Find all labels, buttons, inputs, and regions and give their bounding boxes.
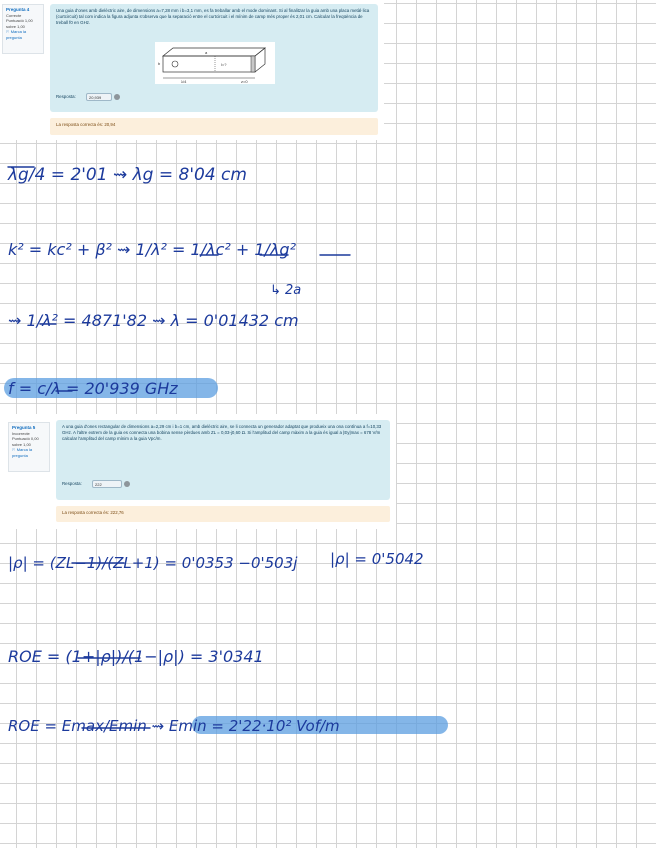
flag-label: Marca la pregunta bbox=[6, 29, 27, 40]
question-grade: Puntuació 1,00 sobre 1,00 bbox=[6, 18, 33, 29]
response-label: Resposta: bbox=[62, 481, 82, 486]
hw-line-7: ROE = Emax/Emin ⇝ Emin = 2'22·10² Vof/m bbox=[8, 717, 340, 735]
correct-answer-feedback: La resposta correcta és: 222,76 bbox=[56, 506, 390, 522]
flag-icon: ⚐ bbox=[12, 447, 16, 452]
figure-label-a: a bbox=[205, 50, 208, 55]
correct-answer-feedback: La resposta correcta és: 20,94 bbox=[50, 118, 378, 135]
question-text: Una guia d'ones amb dielèctric aire, de dimensions a=7,28 mm i b=3,1 mm, es fa treballar amb el mode dominant. Si al finalitzar la guia amb una placa metàl·lica (curtcircuit) tal com indica la figura adjunta s'observa que la separació entre el curtcircuit i el mínim de camp més proper és 2,01 cm. Calcular la freqüència de treball f0 en GHz. bbox=[56, 8, 370, 25]
question-number: Pregunta 5 bbox=[12, 425, 36, 430]
figure-label-l: l=? bbox=[221, 62, 227, 67]
hw-line-2-note: ↳ 2a bbox=[270, 283, 302, 298]
hw-line-1: λg/4 = 2'01 ⇝ λg = 8'04 cm bbox=[8, 165, 247, 185]
hw-line-5a: |ρ| = (ZL−1)/(ZL+1) = 0'0353 −0'503j bbox=[8, 554, 298, 572]
figure-label-z0: z=0 bbox=[241, 79, 248, 84]
question-text: A una guia d'ones rectangular de dimensions a=2,29 cm i b=1 cm, amb dielèctric aire, se li connecta un generador adaptat que produeix una ona contínua a f=10,33 GHz. A l'altre extrem de la guia es connecta una bobina sense pèrdues amb ZL = 0,03-j0,60 Ω. Si l'amplitud del camp màxim a la guia és igual a |Ey|max = 678 V/m calcular l'amplitud del camp mínim a la guia Vpc/m. bbox=[62, 424, 382, 441]
figure-label-lambda: λ/4 bbox=[181, 79, 187, 84]
question-grade: Puntuació 0,00 sobre 1,00 bbox=[12, 436, 39, 447]
response-label: Resposta: bbox=[56, 94, 76, 99]
question-number: Pregunta 4 bbox=[6, 7, 30, 12]
flag-icon: ⚐ bbox=[6, 29, 10, 34]
hw-line-4: f = c/λ = 20'939 GHz bbox=[8, 379, 178, 398]
question-status: Incorrecte bbox=[12, 430, 30, 436]
flag-label: Marca la pregunta bbox=[12, 447, 33, 458]
figure-label-b: b bbox=[158, 61, 161, 66]
question-status: Correcte bbox=[6, 12, 22, 18]
hw-line-3: ⇝ 1/λ² = 4871'82 ⇝ λ = 0'01432 cm bbox=[8, 311, 299, 330]
hw-line-6: ROE = (1+|ρ|)/(1−|ρ|) = 3'0341 bbox=[8, 647, 264, 666]
hw-line-5b: |ρ| = 0'5042 bbox=[330, 550, 424, 568]
hw-line-2: k² = kc² + β² ⇝ 1/λ² = 1/λc² + 1/λg² bbox=[8, 240, 296, 259]
